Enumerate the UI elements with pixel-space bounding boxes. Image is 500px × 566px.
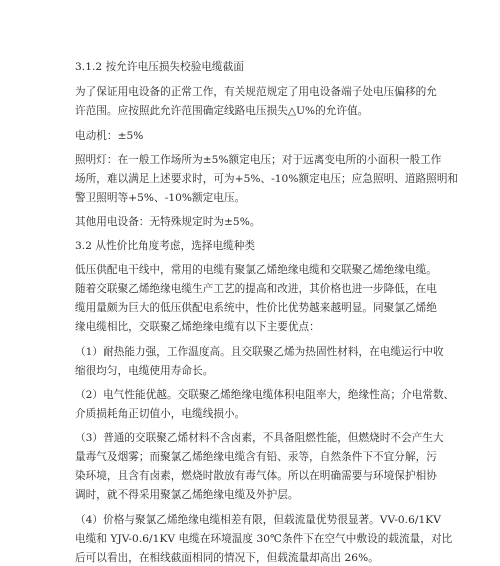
section-heading-3-2: 3.2 从性价比角度考虑，选择电缆种类 — [75, 240, 256, 252]
paragraph-line: 随着交联聚乙烯绝缘电缆生产工艺的提高和改进，其价格也进一步降低，在电 — [75, 283, 437, 295]
paragraph-line: 其他用电设备：无特殊规定时为±5%。 — [75, 216, 261, 228]
paragraph-line: 缩很均匀，电缆使用寿命长。 — [75, 365, 214, 377]
paragraph-line: 警卫照明等+5%、-10%额定电压。 — [75, 192, 246, 204]
section-heading-3-1-2: 3.1.2 按允许电压损失校验电缆截面 — [75, 61, 244, 73]
paragraph-line: 染环境，且含有卤素，燃烧时散放有毒气体。所以在明确需要与环境保护相协 — [75, 470, 437, 482]
paragraph-line: 介质损耗角正切值小，电缆线损小。 — [75, 408, 246, 420]
paragraph-line: 为了保证用电设备的正常工作，有关规范规定了用电设备端子处电压偏移的允 — [75, 86, 437, 98]
paragraph-line: （3）普通的交联聚乙烯材料不含卤素，不具备阻燃性能，但燃烧时不会产生大 — [75, 432, 444, 444]
paragraph-line: （4）价格与聚氯乙烯绝缘电缆相差有限，但载流量优势很显著。VV-0.6/1KV — [75, 514, 441, 526]
paragraph-line: 场所，难以满足上述要求时，可为+5%、-10%额定电压；应急照明、道路照明和 — [75, 173, 459, 185]
paragraph-line: 调时，就不得采用聚氯乙烯绝缘电缆及外护层。 — [75, 489, 299, 501]
paragraph-line: 量毒气及烟雾；而聚氯乙烯绝缘电缆含有铅、汞等，自然条件下不宜分解，污 — [75, 451, 437, 463]
paragraph-line: 缘电缆相比，交联聚乙烯绝缘电缆有以下主要优点： — [75, 321, 320, 333]
paragraph-line: （1）耐热能力强，工作温度高。且交联聚乙烯为热固性材料，在电缆运行中收 — [75, 346, 444, 358]
paragraph-line: 低压供配电干线中，常用的电缆有聚氯乙烯绝缘电缆和交联聚乙烯绝缘电缆。 — [75, 264, 437, 276]
paragraph-line: 许范围。应按照此允许范围确定线路电压损失△U%的允许值。 — [75, 105, 369, 117]
paragraph-line: 后可以看出，在相线截面相同的情况下，但载流量却高出 26%。 — [75, 552, 379, 564]
paragraph-line: （2）电气性能优越。交联聚乙烯绝缘电缆体积电阻率大，绝缘性高；介电常数、 — [75, 389, 455, 401]
paragraph-line: 照明灯：在一般工作场所为±5%额定电压；对于远离变电所的小面积一般工作 — [75, 154, 442, 166]
paragraph-line: 电动机：±5% — [75, 130, 144, 142]
paragraph-line: 缆用量颇为巨大的低压供配电系统中，性价比优势越来越明显。同聚氯乙烯绝 — [75, 302, 437, 314]
paragraph-line: 电缆和 YJV-0.6/1KV 电缆在环境温度 30℃条件下在空气中敷设的载流量，对比 — [75, 533, 453, 545]
